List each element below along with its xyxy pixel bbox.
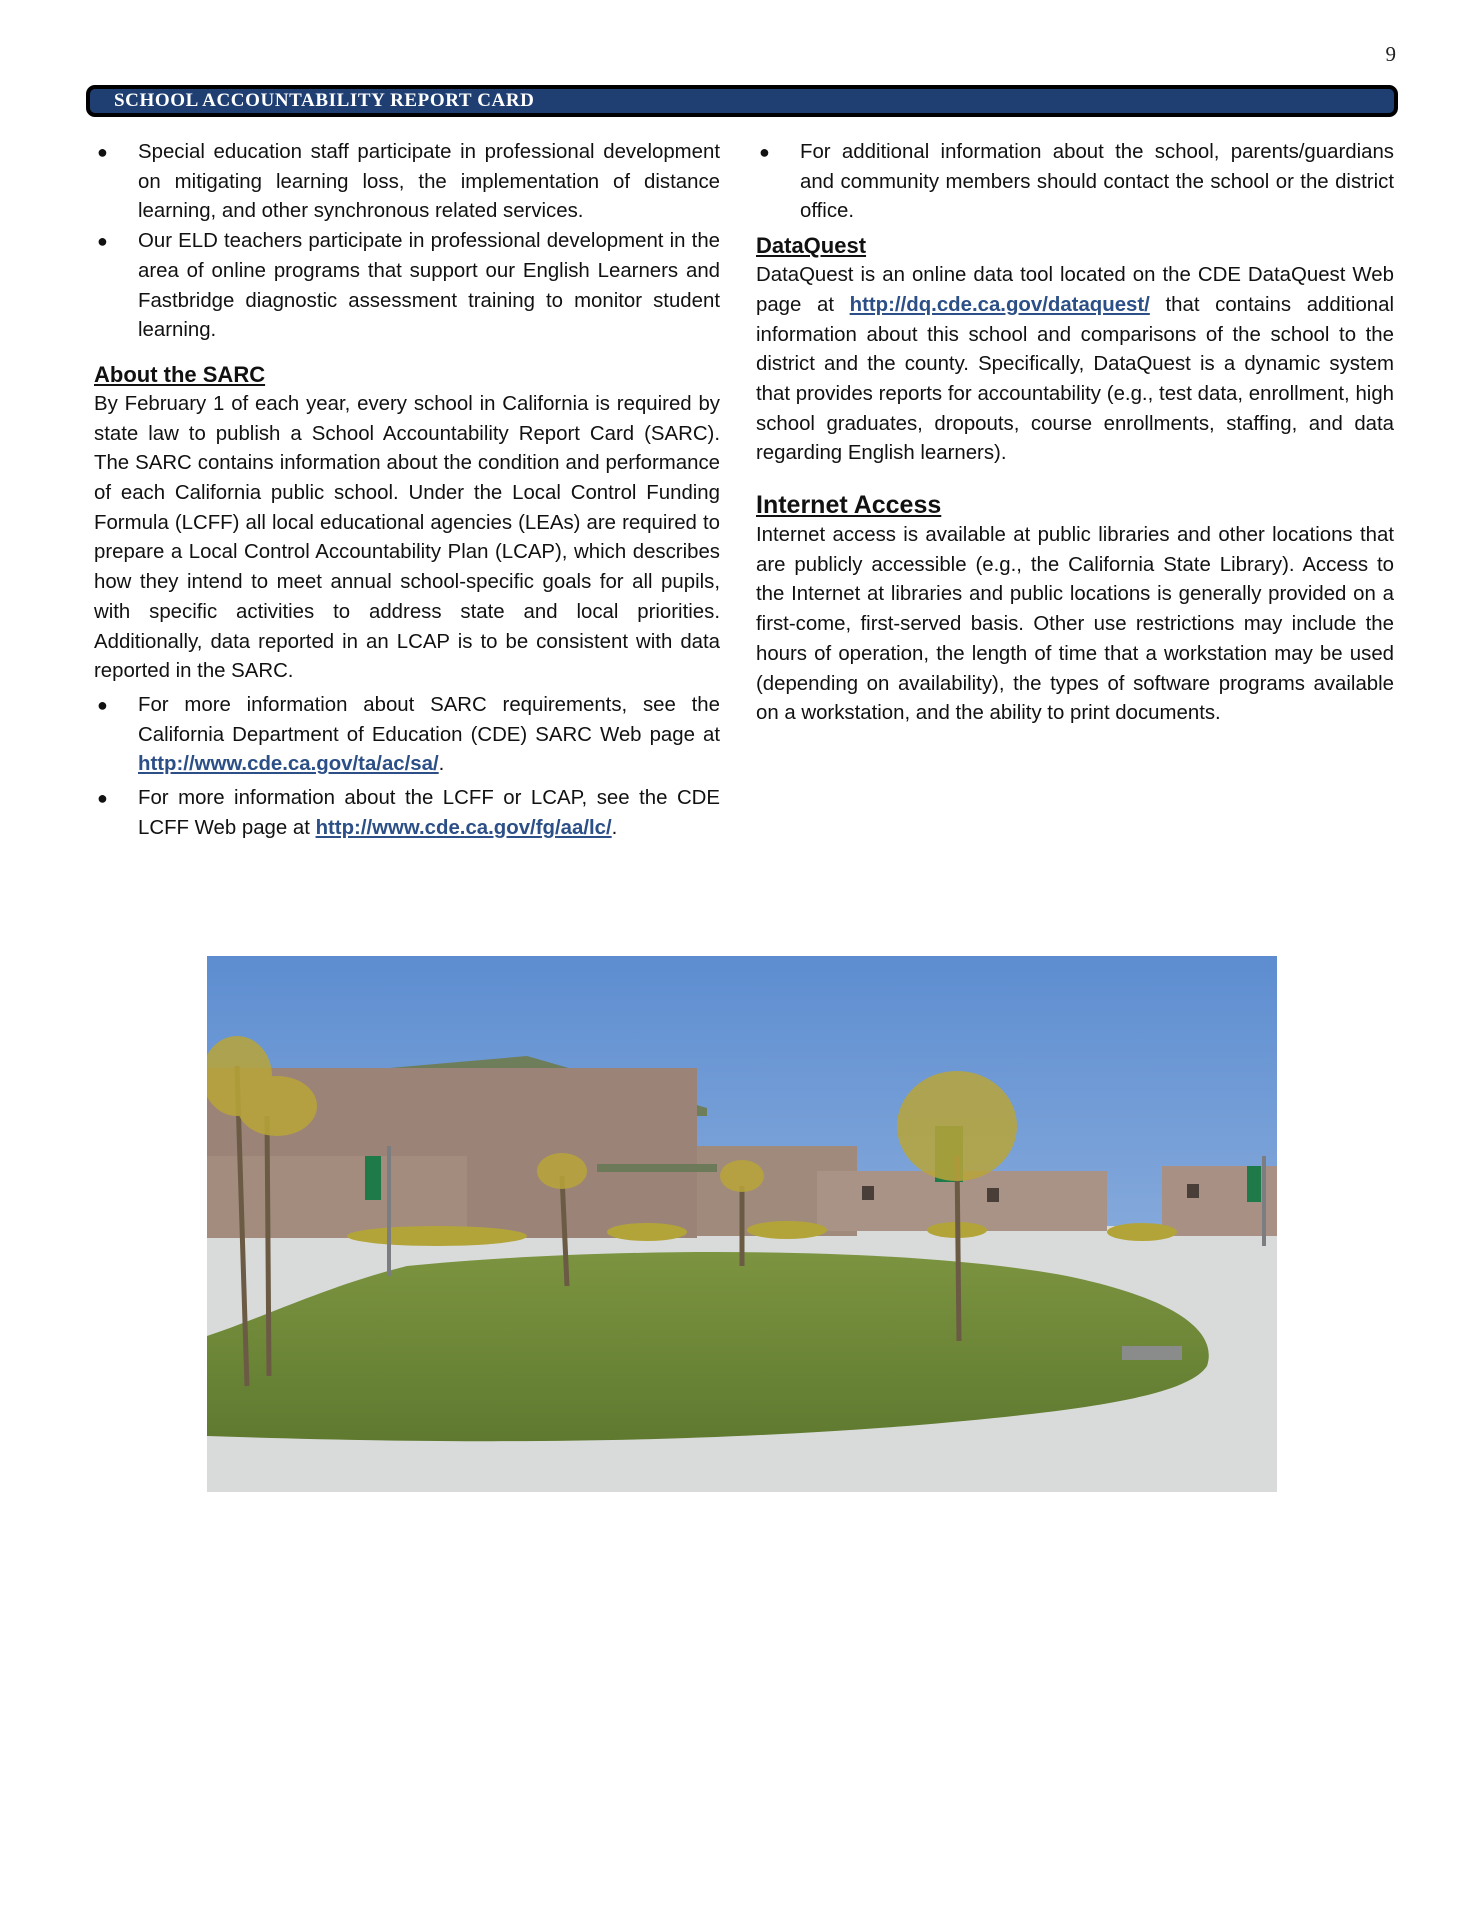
punctuation: . xyxy=(438,753,445,776)
lcff-webpage-link[interactable]: http://www.cde.ca.gov/fg/aa/lc/ xyxy=(315,816,612,839)
header-title: SCHOOL ACCOUNTABILITY REPORT CARD xyxy=(114,90,535,111)
dataquest-link[interactable]: http://dq.cde.ca.gov/dataquest/ xyxy=(849,293,1150,316)
bullet-icon: ● xyxy=(97,142,108,162)
dataquest-heading: DataQuest xyxy=(756,233,867,259)
page-number: 9 xyxy=(1385,42,1396,66)
sarc-links-list xyxy=(94,691,720,844)
sarc-webpage-link[interactable]: http://www.cde.ca.gov/ta/ac/sa/ xyxy=(138,753,439,776)
bullet-text: For more information about the LCFF or LCAP, see the CDE LCFF Web page at xyxy=(138,787,720,839)
shrub xyxy=(607,1223,687,1241)
left-column xyxy=(94,138,720,843)
list-item xyxy=(94,691,720,780)
dataquest-paragraph xyxy=(756,261,1394,469)
internet-access-paragraph: Internet access is available at public libraries and other locations that are publicly accessible (e.g., the California State Library). Access to the Internet at libraries and public locations is generally provided on a first-come, first-served basis. Other use restrictions may include the hours of operation, the length of time that a workstation may be used (depending on availability), the types of software programs available on a workstation, and the ability to print documents. xyxy=(756,524,1394,725)
bullet-text: For additional information about the school, parents/guardians and community members should contact the school or the district office. xyxy=(800,141,1394,223)
bullet-icon: ● xyxy=(759,142,770,162)
shrub xyxy=(347,1226,527,1246)
banner xyxy=(1247,1166,1261,1202)
header-bar xyxy=(86,85,1398,117)
staff-bullet-list xyxy=(94,138,720,346)
about-sarc-paragraph: By February 1 of each year, every school in California is required by state law to publish a School Accountability Report Card (SARC). The SARC contains information about the condition and performance of each California public school. Under the Local Control Funding Formula (LCFF) all local educational agencies (LEAs) are required to prepare a Local Control Accountability Plan (LCAP), which describes how they intend to meet annual school-specific goals for all pupils, with specific activities to address state and local priorities. Additionally, data reported in an LCAP is to be consistent with data reported in the SARC. xyxy=(94,392,720,683)
bullet-text: For more information about SARC requirements, see the California Department of Education (CDE) SARC Web page at xyxy=(138,693,720,746)
dataquest-text-before: DataQuest is an online data tool located on the CDE DataQuest Web page at xyxy=(756,264,1394,316)
right-column xyxy=(756,138,1394,729)
bullet-icon: ● xyxy=(97,694,108,715)
punctuation: . xyxy=(611,816,618,839)
internet-access-heading: Internet Access xyxy=(756,491,942,520)
window xyxy=(1187,1184,1199,1198)
banner xyxy=(365,1156,381,1200)
bullet-icon: ● xyxy=(97,231,108,252)
awning xyxy=(597,1164,717,1172)
drain-grate xyxy=(1122,1346,1182,1360)
list-item xyxy=(756,138,1394,227)
list-item xyxy=(94,138,720,227)
building-lower xyxy=(207,1156,467,1238)
list-item xyxy=(94,227,720,346)
window xyxy=(987,1188,999,1202)
bullet-text: Our ELD teachers participate in professional development in the area of online programs that support our English Learners and Fastbridge diagnostic assessment training to monitor student learning. xyxy=(138,230,720,342)
list-item xyxy=(94,784,720,843)
shrub xyxy=(747,1221,827,1239)
bullet-icon: ● xyxy=(97,788,108,809)
campus-photo xyxy=(207,956,1277,1492)
bullet-text: Special education staff participate in professional development on mitigating learning loss, the implementation of distance learning, and other synchronous related services. xyxy=(138,141,720,223)
dataquest-text-after: that contains additional information about this school and comparisons of the school to the district and the county. Specifically, DataQuest is a dynamic system that provides reports for accountability (e.g., test data, enrollment, high school graduates, dropouts, course enrollments, staffing, and data regarding English learners). xyxy=(756,293,1394,465)
contact-bullet-list xyxy=(756,138,1394,227)
window xyxy=(862,1186,874,1200)
shrub xyxy=(1107,1223,1177,1241)
about-sarc-heading: About the SARC xyxy=(94,361,266,387)
